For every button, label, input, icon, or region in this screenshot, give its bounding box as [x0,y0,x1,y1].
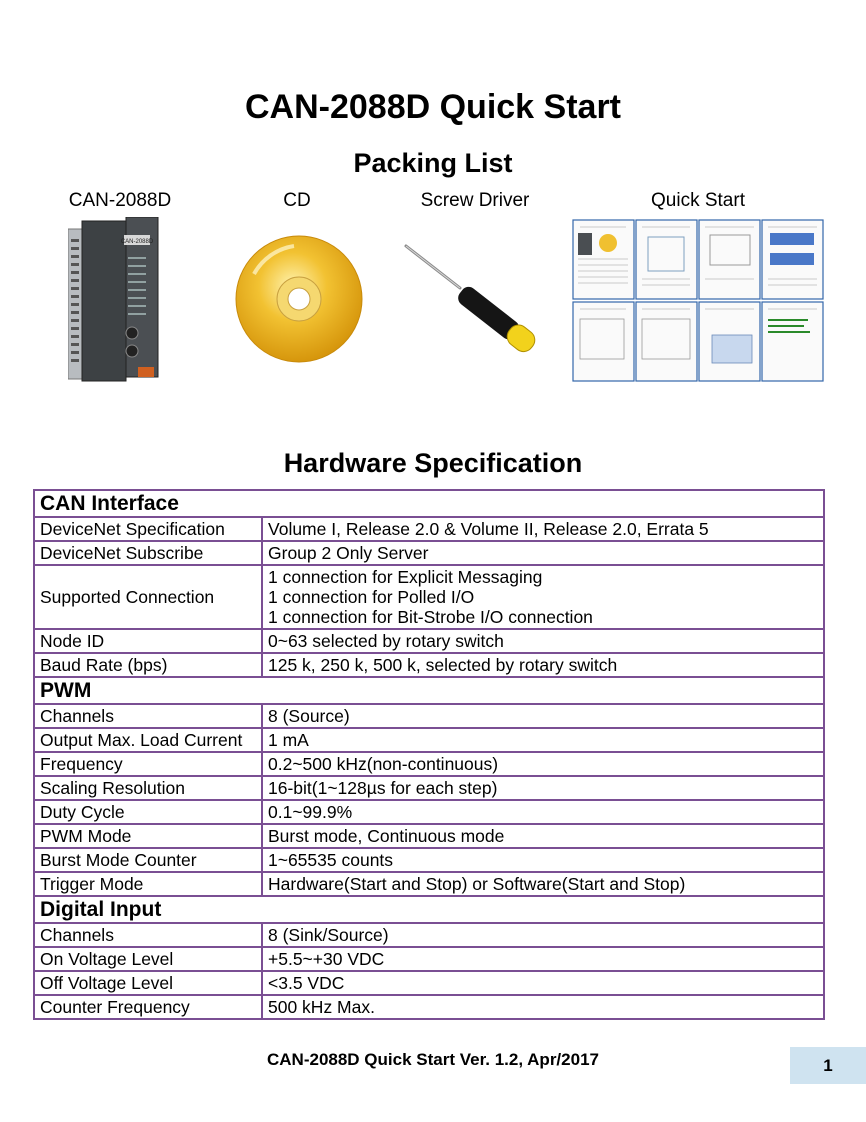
device-panel-text: CAN-2088D [120,239,154,245]
cd-disc-icon [234,234,364,364]
table-row [34,517,824,541]
quick-start-pages-icon [572,219,826,382]
section-title: CAN Interface [34,490,824,517]
spec-key: Baud Rate (bps) [34,653,262,677]
hardware-spec-heading: Hardware Specification [283,448,583,478]
spec-value: 0.2~500 kHz(non-continuous) [262,752,824,776]
table-row [34,752,824,776]
spec-value: 1~65535 counts [262,848,824,872]
table-row [34,565,824,629]
spec-key: DeviceNet Subscribe [34,541,262,565]
table-row [34,800,824,824]
table-row [34,704,824,728]
packing-item-label-screwdriver: Screw Driver [420,190,530,211]
table-row [34,728,824,752]
spec-value-line: 1 connection for Bit-Strobe I/O connection [268,607,593,627]
spec-value: Volume I, Release 2.0 & Volume II, Release 2.0, Errata 5 [262,517,824,541]
screwdriver-icon [400,240,556,360]
spec-key: Off Voltage Level [34,971,262,995]
document-title: CAN-2088D Quick Start [244,88,621,126]
voltage-unit: VDC [347,949,385,969]
table-row [34,629,824,653]
packing-list-heading: Packing List [353,148,513,178]
device-module-icon [68,217,160,385]
spec-key: On Voltage Level [34,947,262,971]
table-row [34,971,824,995]
spec-key: DeviceNet Specification [34,517,262,541]
table-row [34,995,824,1019]
table-row [34,848,824,872]
spec-value: 8 (Sink/Source) [262,923,824,947]
spec-value: Burst mode, Continuous mode [262,824,824,848]
spec-value: 16-bit(1~128µs for each step) [262,776,824,800]
section-header-row [34,490,824,517]
spec-value: 500 kHz Max. [262,995,824,1019]
table-row [34,872,824,896]
table-row [34,541,824,565]
spec-value: 0~63 selected by rotary switch [262,629,824,653]
spec-value [262,947,824,971]
table-row [34,947,824,971]
spec-value-text: <3.5 [268,973,308,993]
spec-key: Scaling Resolution [34,776,262,800]
spec-value: 0.1~99.9% [262,800,824,824]
spec-key: Trigger Mode [34,872,262,896]
spec-value: 8 (Source) [262,704,824,728]
spec-value: 125 k, 250 k, 500 k, selected by rotary switch [262,653,824,677]
spec-key: Output Max. Load Current [34,728,262,752]
voltage-unit: VDC [307,973,345,993]
spec-key: Counter Frequency [34,995,262,1019]
page-number-tab [790,1047,866,1084]
spec-value: Hardware(Start and Stop) or Software(Start and Stop) [262,872,824,896]
spec-value [262,971,824,995]
table-row [34,824,824,848]
table-row [34,923,824,947]
spec-key: Node ID [34,629,262,653]
packing-item-label-device: CAN-2088D [68,190,172,211]
section-title: PWM [34,677,824,704]
table-row [34,653,824,677]
section-title: Digital Input [34,896,824,923]
footer-text: CAN-2088D Quick Start Ver. 1.2, Apr/2017 [267,1050,599,1069]
spec-value: Group 2 Only Server [262,541,824,565]
spec-value-line: 1 connection for Polled I/O [268,587,475,607]
spec-value-line: 1 connection for Explicit Messaging [268,567,543,587]
spec-key: Burst Mode Counter [34,848,262,872]
table-row [34,776,824,800]
section-header-row [34,896,824,923]
spec-key: Channels [34,923,262,947]
spec-key: Duty Cycle [34,800,262,824]
spec-value-text: +5.5~+30 [268,949,348,969]
page-number: 1 [823,1056,833,1075]
spec-key: Frequency [34,752,262,776]
packing-item-label-quick-start: Quick Start [651,190,745,211]
packing-item-label-cd: CD [283,190,311,211]
spec-key: Channels [34,704,262,728]
spec-value: 1 mA [262,728,824,752]
spec-key: PWM Mode [34,824,262,848]
spec-value [262,565,824,629]
section-header-row [34,677,824,704]
spec-key: Supported Connection [34,565,262,629]
hardware-spec-table [33,489,825,1020]
